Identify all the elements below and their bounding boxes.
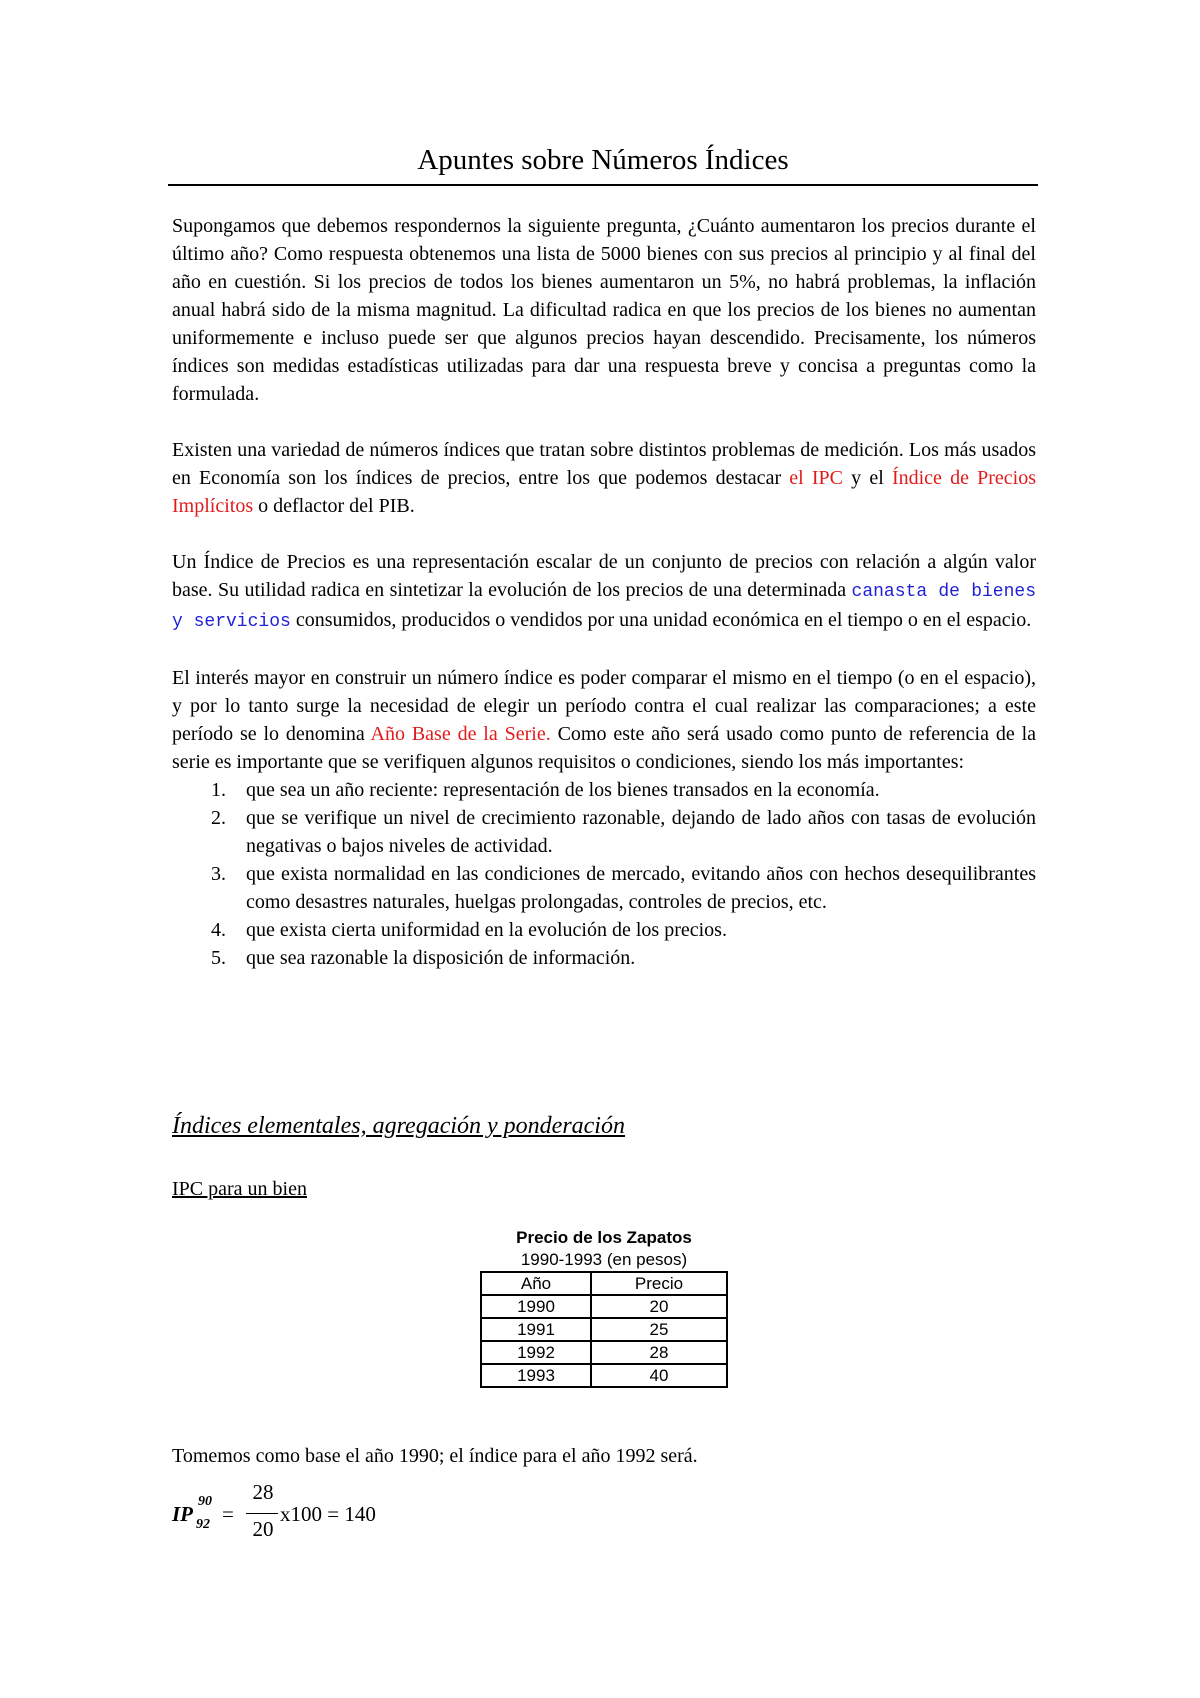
paragraph-text: Como este año será usado como punto de referencia de la serie es importante que se verifiquen algunos requisitos o condiciones, siendo los más importantes: (172, 723, 1036, 773)
list-item (172, 916, 1036, 944)
table-subtitle: 1990-1993 (en pesos) (520, 1250, 688, 1269)
table-row (481, 1341, 727, 1364)
formula-equals: = (222, 1502, 234, 1526)
table-header-cell: Precio (591, 1272, 727, 1295)
base-year-link[interactable]: Año Base de la Serie. (370, 723, 551, 745)
table-row (481, 1364, 727, 1387)
list-item-text: que se verifique un nivel de crecimiento razonable, dejando de lado años con tasas de evolución negativas o bajos niveles de actividad. (246, 807, 1036, 857)
list-item (172, 860, 1036, 916)
formula-numerator: 28 (252, 1480, 274, 1504)
formula-symbol: IP (172, 1502, 193, 1526)
list-number: 1. (211, 779, 226, 801)
price-table-block (480, 1227, 728, 1388)
subsection-heading: IPC para un bien (172, 1178, 307, 1200)
list-number: 2. (211, 807, 226, 829)
table-cell: 1993 (481, 1364, 591, 1387)
list-number: 5. (211, 947, 226, 969)
table-cell: 25 (591, 1318, 727, 1341)
table-row (481, 1295, 727, 1318)
table-cell: 28 (591, 1341, 727, 1364)
table-cell: 1990 (481, 1295, 591, 1318)
formula-superscript: 90 (198, 1494, 212, 1509)
paragraph-base-year (172, 664, 1036, 776)
basket-link[interactable]: canasta de bienes y servicios (172, 582, 1036, 632)
table-title: Precio de los Zapatos (516, 1228, 692, 1247)
requirements-list (172, 776, 1036, 972)
formula-result: x100 = 140 (280, 1502, 376, 1526)
paragraph-text: Existen una variedad de números índices que tratan sobre distintos problemas de medición. Los más usados en Economía son los índices de precios, entre los que podemos destacar (172, 439, 1036, 489)
paragraph-text: El interés mayor en construir un número índice es poder comparar el mismo en el tiempo (o en el espacio), y por lo tanto surge la necesidad de elegir un período contra el cual realizar las comparaciones; a este período se lo denomina (172, 667, 1036, 745)
price-table (480, 1271, 728, 1388)
table-cell: 1992 (481, 1341, 591, 1364)
table-cell: 40 (591, 1364, 727, 1387)
paragraph-text: consumidos, producidos o vendidos por una unidad económica en el tiempo o en el espacio. (290, 609, 1032, 631)
paragraph-text: o deflactor del PIB. (253, 495, 415, 517)
list-item-text: que exista cierta uniformidad en la evolución de los precios. (246, 919, 727, 941)
paragraph-index-types (172, 436, 1036, 520)
document-body (172, 212, 1036, 972)
list-number: 3. (211, 863, 226, 885)
fraction-bar (246, 1513, 278, 1514)
list-item (172, 944, 1036, 972)
paragraph-text: Un Índice de Precios es una representación escalar de un conjunto de precios con relación a algún valor base. Su utilidad radica en sintetizar la evolución de los precios de una determinada (172, 551, 1036, 601)
paragraph-price-index (172, 548, 1036, 636)
paragraph-intro: Supongamos que debemos respondernos la siguiente pregunta, ¿Cuánto aumentaron los precios durante el último año? Como respuesta obtenemos una lista de 5000 bienes con sus precios al principio y al final del año en cuestión. Si los precios de todos los bienes aumentaron un 5%, no habrá problemas, la inflación anual habrá sido de la misma magnitud. La dificultad radica en que los precios de los bienes no aumentan uniformemente e incluso puede ser que algunos precios hayan descendido. Precisamente, los números índices son medidas estadísticas utilizadas para dar una respuesta breve y concisa a preguntas como la formulada. (172, 215, 1036, 405)
paragraph-text: y el (843, 467, 892, 489)
implicit-prices-link[interactable]: Índice de Precios Implícitos (172, 467, 1037, 517)
table-cell: 20 (591, 1295, 727, 1318)
list-item-text: que sea razonable la disposición de información. (246, 947, 636, 969)
list-item-text: que exista normalidad en las condiciones de mercado, evitando años con hechos desequilibrantes como desastres naturales, huelgas prolongadas, controles de precios, etc. (246, 863, 1036, 913)
table-header-row (481, 1272, 727, 1295)
base-year-sentence: Tomemos como base el año 1990; el índice para el año 1992 será. (172, 1445, 698, 1467)
section-heading: Índices elementales, agregación y ponderación (172, 1113, 625, 1139)
list-item-text: que sea un año reciente: representación de los bienes transados en la economía. (246, 779, 880, 801)
ipc-link[interactable]: el IPC (789, 467, 844, 489)
list-item (172, 776, 1036, 804)
table-cell: 1991 (481, 1318, 591, 1341)
formula-denominator: 20 (252, 1517, 274, 1541)
table-row (481, 1318, 727, 1341)
page-title: Apuntes sobre Números Índices (168, 138, 1038, 186)
formula-subscript: 92 (196, 1517, 210, 1532)
list-item (172, 804, 1036, 860)
list-number: 4. (211, 919, 226, 941)
table-header-cell: Año (481, 1272, 591, 1295)
